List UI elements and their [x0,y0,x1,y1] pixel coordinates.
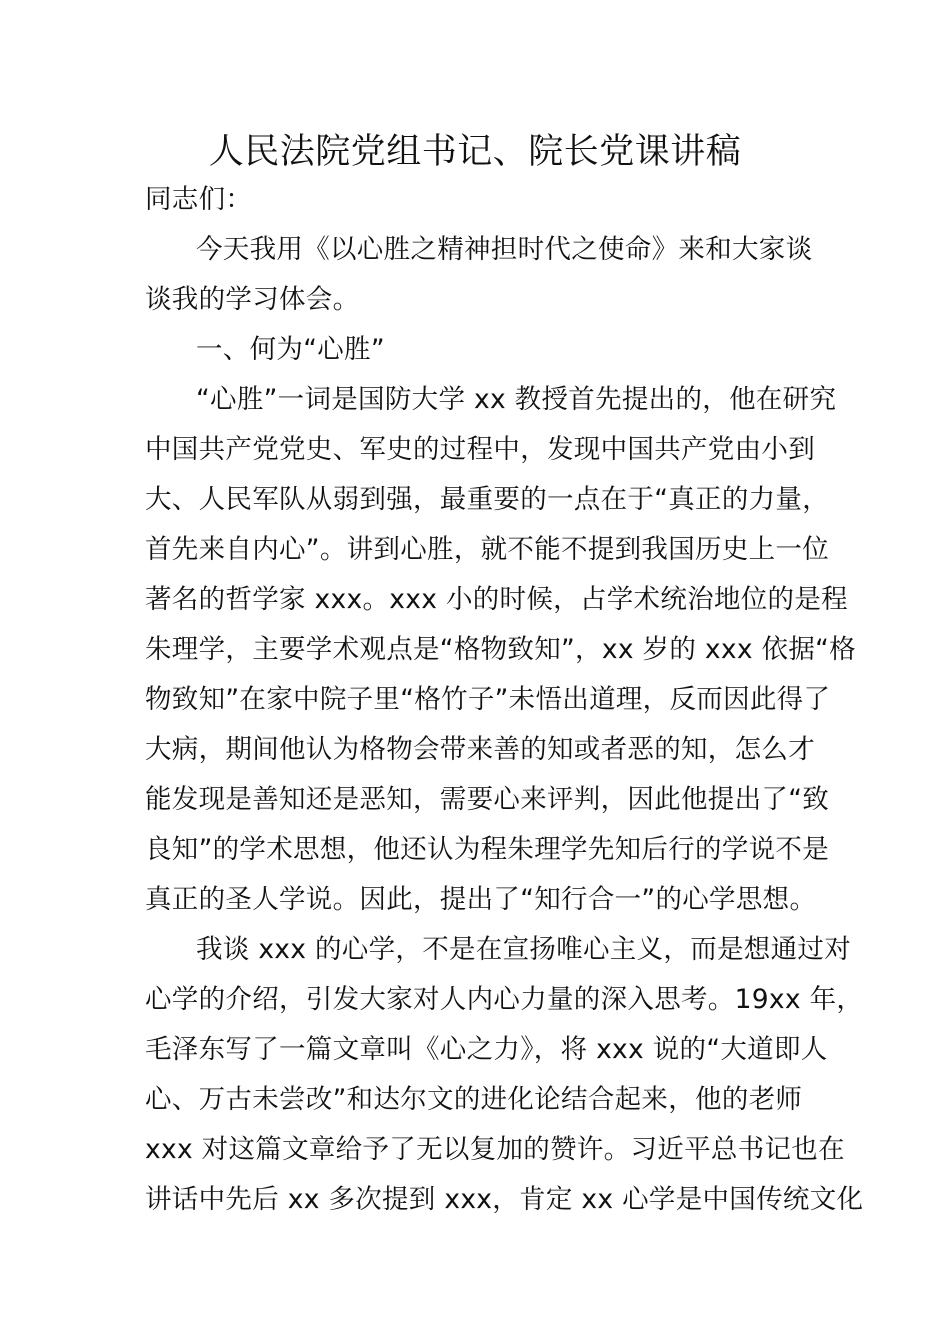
document-title: 人民法院党组书记、院长党课讲稿 [208,132,742,172]
paragraph-line: 讲话中先后 xx 多次提到 xxx，肯定 xx 心学是中国传统文化 [145,1184,864,1215]
paragraph-line: 谈我的学习体会。 [145,284,360,315]
paragraph-line: 物致知”在家中院子里“格竹子”未悟出道理，反而因此得了 [145,684,831,715]
paragraph-line: 朱理学，主要学术观点是“格物致知”，xx 岁的 xxx 依据“格 [145,634,856,665]
paragraph-line: 心、万古未尝改”和达尔文的进化论结合起来，他的老师 [145,1084,803,1115]
section-heading: 一、何为“心胜” [196,334,385,365]
paragraph-line: 首先来自内心”。讲到心胜，就不能不提到我国历史上一位 [145,534,830,565]
paragraph-line: 心学的介绍，引发大家对人内心力量的深入思考。19xx 年， [145,984,864,1015]
paragraph-line: xxx 对这篇文章给予了无以复加的赞许。习近平总书记也在 [145,1134,845,1165]
paragraph-line: 今天我用《以心胜之精神担时代之使命》来和大家谈 [196,234,813,265]
paragraph-line: 著名的哲学家 xxx。xxx 小的时候，占学术统治地位的是程 [145,584,848,615]
paragraph-line: 良知”的学术思想，他还认为程朱理学先知后行的学说不是 [145,834,830,865]
paragraph-line: 能发现是善知还是恶知，需要心来评判，因此他提出了“致 [145,784,830,815]
paragraph-line: “心胜”一词是国防大学 xx 教授首先提出的，他在研究 [196,384,837,415]
salutation-line: 同志们： [145,184,253,215]
paragraph-line: 大、人民军队从弱到强，最重要的一点在于“真正的力量， [145,484,830,515]
paragraph-line: 毛泽东写了一篇文章叫《心之力》，将 xxx 说的“大道即人 [145,1034,828,1065]
paragraph-line: 我谈 xxx 的心学，不是在宣扬唯心主义，而是想通过对 [196,934,851,965]
paragraph-line: 真正的圣人学说。因此，提出了“知行合一”的心学思想。 [145,884,817,915]
paragraph-line: 中国共产党党史、军史的过程中，发现中国共产党由小到 [145,434,815,465]
paragraph-line: 大病，期间他认为格物会带来善的知或者恶的知，怎么才 [145,734,815,765]
